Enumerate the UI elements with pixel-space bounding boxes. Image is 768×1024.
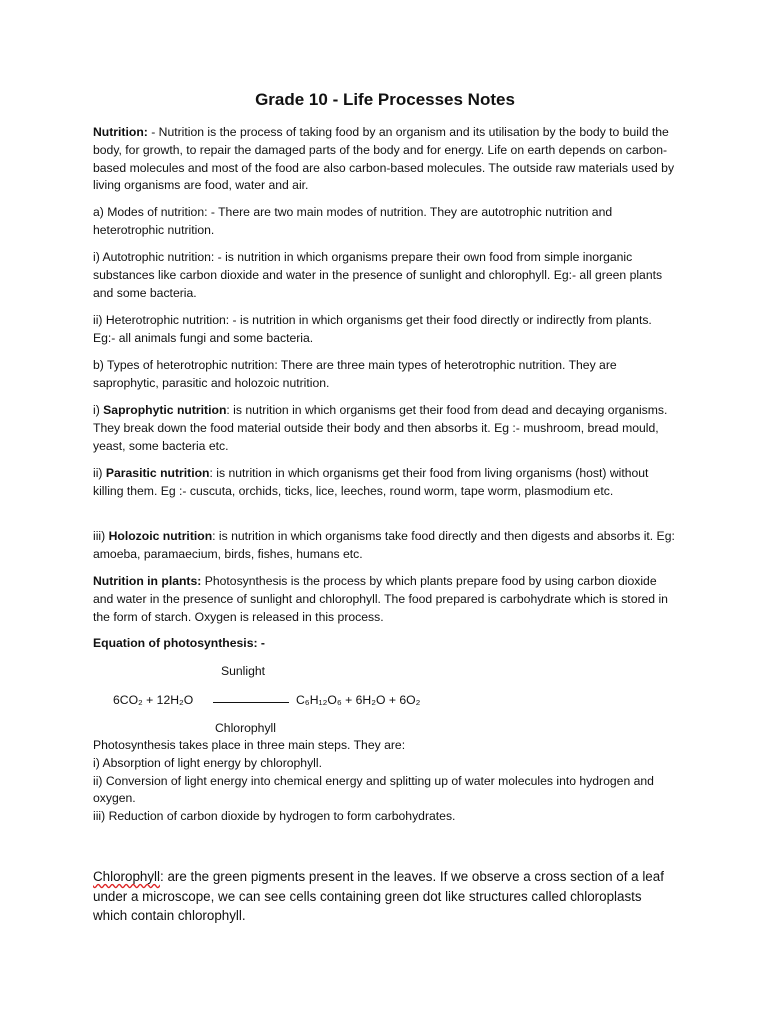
plants-paragraph bbox=[93, 573, 677, 626]
equation-sunlight-label: Sunlight bbox=[221, 664, 266, 678]
holozoic-prefix: iii) bbox=[93, 529, 109, 543]
holozoic-paragraph bbox=[93, 528, 677, 564]
step-item: ii) Conversion of light energy into chemical energy and splitting up of water molecules into hydrogen and oxygen. bbox=[93, 773, 654, 806]
plants-text: Photosynthesis is the process by which plants prepare food by using carbon dioxide and water in the presence of sunlight and chlorophyll. The food prepared is carbohydrate which is stored in the form of starch. Oxygen is released in this process. bbox=[93, 574, 668, 624]
equation-heading-text: Equation of photosynthesis: - bbox=[93, 636, 265, 650]
step-item: iii) Reduction of carbon dioxide by hydrogen to form carbohydrates. bbox=[93, 809, 456, 824]
saprophytic-paragraph bbox=[93, 402, 677, 455]
chlorophyll-label: Chlorophyll bbox=[93, 869, 160, 885]
saprophytic-label: Saprophytic nutrition bbox=[103, 403, 227, 417]
equation-heading bbox=[93, 635, 677, 653]
modes-paragraph: a) Modes of nutrition: - There are two main modes of nutrition. They are autotrophic nutrition and heterotrophic nutrition. bbox=[93, 205, 613, 237]
equation-chlorophyll-label: Chlorophyll bbox=[215, 721, 276, 735]
steps-intro: Photosynthesis takes place in three main steps. They are: bbox=[93, 738, 406, 752]
photosynthesis-steps bbox=[93, 737, 677, 826]
equation-products: C₆H₁₂O₆ + 6H₂O + 6O₂ bbox=[296, 693, 421, 707]
plants-label: Nutrition in plants: bbox=[93, 574, 202, 588]
chlorophyll-paragraph bbox=[93, 867, 677, 926]
page-title: Grade 10 - Life Processes Notes bbox=[255, 90, 515, 109]
nutrition-label: Nutrition: bbox=[93, 125, 148, 139]
heterotrophic-paragraph: ii) Heterotrophic nutrition: - is nutrition in which organisms get their food directly or indirectly from plants. Eg:- all animals fungi and some bacteria. bbox=[93, 313, 652, 345]
step-item: i) Absorption of light energy by chlorophyll. bbox=[93, 755, 322, 770]
parasitic-prefix: ii) bbox=[93, 466, 106, 480]
parasitic-text: : is nutrition in which organisms get their food from living organisms (host) without killing them. Eg :- cuscuta, orchids, ticks, lice, leeches, round worm, tape worm, plasmodium etc. bbox=[93, 466, 649, 498]
autotrophic-paragraph: i) Autotrophic nutrition: - is nutrition in which organisms prepare their own food from simple inorganic substances like carbon dioxide and water in the presence of sunlight and chlorophyll. Eg:- all green plants and some bacteria. bbox=[93, 250, 663, 300]
parasitic-label: Parasitic nutrition bbox=[105, 466, 210, 480]
parasitic-paragraph bbox=[93, 465, 677, 501]
holozoic-text: : is nutrition in which organisms take food directly and then digests and absorbs it. Eg: amoeba, paramaecium, birds, fishes, humans etc. bbox=[93, 529, 675, 561]
types-paragraph: b) Types of heterotrophic nutrition: There are three main types of heterotrophic nutrition. They are saprophytic, parasitic and holozoic nutrition. bbox=[93, 358, 617, 390]
equation-arrow bbox=[213, 702, 289, 703]
equation-reactants: 6CO₂ + 12H₂O bbox=[113, 693, 194, 707]
chlorophyll-text: : are the green pigments present in the leaves. If we observe a cross section of a leaf under a microscope, we can see cells containing green dot like structures called chloroplasts which contain chlorophyll. bbox=[93, 869, 664, 924]
saprophytic-text: : is nutrition in which organisms get their food from dead and decaying organisms. They break down the food material outside their body and then absorbs it. Eg :- mushroom, bread mould, yeast, some bacteria etc. bbox=[93, 403, 668, 453]
nutrition-text: - Nutrition is the process of taking food by an organism and its utilisation by the body to build the body, for growth, to repair the damaged parts of the body and for energy. Life on earth depends on carbon-based molecules and most of the food are also carbon-based molecules. The outside raw materials used by living organisms are food, water and air. bbox=[93, 125, 675, 193]
nutrition-paragraph bbox=[93, 124, 677, 195]
holozoic-label: Holozoic nutrition bbox=[108, 529, 213, 543]
saprophytic-prefix: i) bbox=[93, 403, 104, 417]
